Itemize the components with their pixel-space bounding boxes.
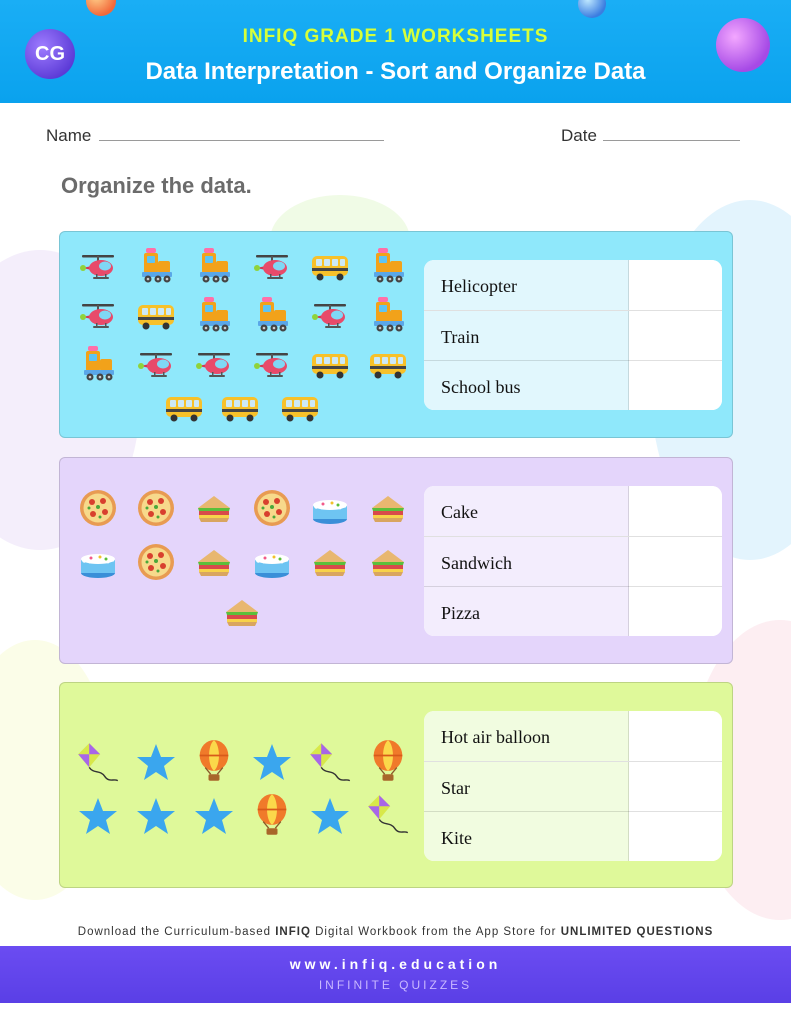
sandwich-icon bbox=[194, 488, 234, 528]
vehicles-panel bbox=[59, 231, 733, 438]
cake-icon bbox=[310, 488, 350, 528]
sandwich-icon bbox=[194, 542, 234, 582]
promo-highlight: UNLIMITED QUESTIONS bbox=[560, 926, 714, 938]
helicopter-icon bbox=[252, 344, 292, 384]
tally-label: Kite bbox=[424, 812, 629, 861]
tally-row bbox=[424, 711, 722, 761]
tally-label: Helicopter bbox=[424, 260, 629, 310]
tally-row bbox=[424, 260, 722, 310]
website-link[interactable]: www.infiq.education bbox=[289, 956, 502, 972]
vehicles-tally-table bbox=[424, 260, 722, 410]
name-field[interactable] bbox=[99, 140, 384, 141]
count-answer-box[interactable] bbox=[629, 486, 722, 536]
count-answer-box[interactable] bbox=[629, 311, 722, 361]
tally-label: Star bbox=[424, 762, 629, 812]
tally-row bbox=[424, 360, 722, 410]
star-icon bbox=[194, 796, 234, 836]
train-icon bbox=[368, 246, 408, 286]
helicopter-icon bbox=[194, 344, 234, 384]
tally-label: Hot air balloon bbox=[424, 711, 629, 761]
promo-brand: INFIQ bbox=[275, 926, 311, 938]
train-icon bbox=[252, 295, 292, 335]
sandwich-icon bbox=[222, 592, 262, 632]
school-bus-icon bbox=[280, 387, 320, 427]
tally-row bbox=[424, 586, 722, 636]
header-subtitle: INFIQ GRADE 1 WORKSHEETS bbox=[242, 26, 549, 47]
star-icon bbox=[310, 796, 350, 836]
footer-tagline: INFINITE QUIZZES bbox=[318, 978, 473, 992]
sky-objects-panel bbox=[59, 682, 733, 888]
tally-label: Train bbox=[424, 311, 629, 361]
header-banner bbox=[0, 0, 791, 103]
pizza-icon bbox=[252, 488, 292, 528]
train-icon bbox=[78, 344, 118, 384]
count-answer-box[interactable] bbox=[629, 812, 722, 861]
school-bus-icon bbox=[220, 387, 260, 427]
helicopter-icon bbox=[252, 246, 292, 286]
cake-icon bbox=[78, 542, 118, 582]
hot-air-balloon-icon bbox=[366, 737, 410, 785]
name-label: Name bbox=[46, 126, 92, 145]
train-icon bbox=[368, 295, 408, 335]
count-answer-box[interactable] bbox=[629, 537, 722, 587]
pizza-icon bbox=[78, 488, 118, 528]
school-bus-icon bbox=[310, 344, 350, 384]
sandwich-icon bbox=[310, 542, 350, 582]
helicopter-icon bbox=[310, 295, 350, 335]
helicopter-icon bbox=[78, 295, 118, 335]
helicopter-icon bbox=[78, 246, 118, 286]
pizza-icon bbox=[136, 542, 176, 582]
footer-banner bbox=[0, 946, 791, 1003]
star-icon bbox=[252, 742, 292, 782]
tally-row bbox=[424, 536, 722, 586]
pizza-icon bbox=[136, 488, 176, 528]
sky-objects-tally-table bbox=[424, 711, 722, 861]
helicopter-icon bbox=[136, 344, 176, 384]
sandwich-icon bbox=[368, 542, 408, 582]
school-bus-icon bbox=[310, 246, 350, 286]
brand-logo: CG bbox=[25, 29, 75, 79]
tally-row bbox=[424, 310, 722, 360]
food-tally-table bbox=[424, 486, 722, 636]
tally-label: Pizza bbox=[424, 587, 629, 636]
tally-label: Sandwich bbox=[424, 537, 629, 587]
tally-row bbox=[424, 761, 722, 811]
tally-row bbox=[424, 811, 722, 861]
promo-mid: Digital Workbook from the App Store for bbox=[310, 926, 561, 938]
kite-icon bbox=[76, 741, 120, 785]
count-answer-box[interactable] bbox=[629, 361, 722, 410]
cake-icon bbox=[252, 542, 292, 582]
school-bus-icon bbox=[164, 387, 204, 427]
star-icon bbox=[136, 742, 176, 782]
count-answer-box[interactable] bbox=[629, 260, 722, 310]
promo-text bbox=[0, 926, 791, 938]
count-answer-box[interactable] bbox=[629, 711, 722, 761]
star-icon bbox=[78, 796, 118, 836]
school-bus-icon bbox=[368, 344, 408, 384]
tally-row bbox=[424, 486, 722, 536]
promo-pre: Download the Curriculum-based bbox=[77, 926, 276, 938]
hot-air-balloon-icon bbox=[250, 791, 294, 839]
school-bus-icon bbox=[136, 295, 176, 335]
decorative-ball bbox=[578, 0, 606, 18]
train-icon bbox=[136, 246, 176, 286]
instruction-heading: Organize the data. bbox=[61, 173, 252, 198]
kite-icon bbox=[366, 793, 410, 837]
count-answer-box[interactable] bbox=[629, 762, 722, 812]
food-panel bbox=[59, 457, 733, 664]
tally-label: School bus bbox=[424, 361, 629, 410]
date-field[interactable] bbox=[603, 140, 740, 141]
date-label: Date bbox=[561, 126, 597, 145]
star-icon bbox=[136, 796, 176, 836]
train-icon bbox=[194, 295, 234, 335]
sandwich-icon bbox=[368, 488, 408, 528]
decorative-ball bbox=[86, 0, 116, 16]
count-answer-box[interactable] bbox=[629, 587, 722, 636]
kite-icon bbox=[308, 741, 352, 785]
tally-label: Cake bbox=[424, 486, 629, 536]
page-title: Data Interpretation - Sort and Organize Data bbox=[145, 58, 646, 85]
hot-air-balloon-icon bbox=[192, 737, 236, 785]
train-icon bbox=[194, 246, 234, 286]
